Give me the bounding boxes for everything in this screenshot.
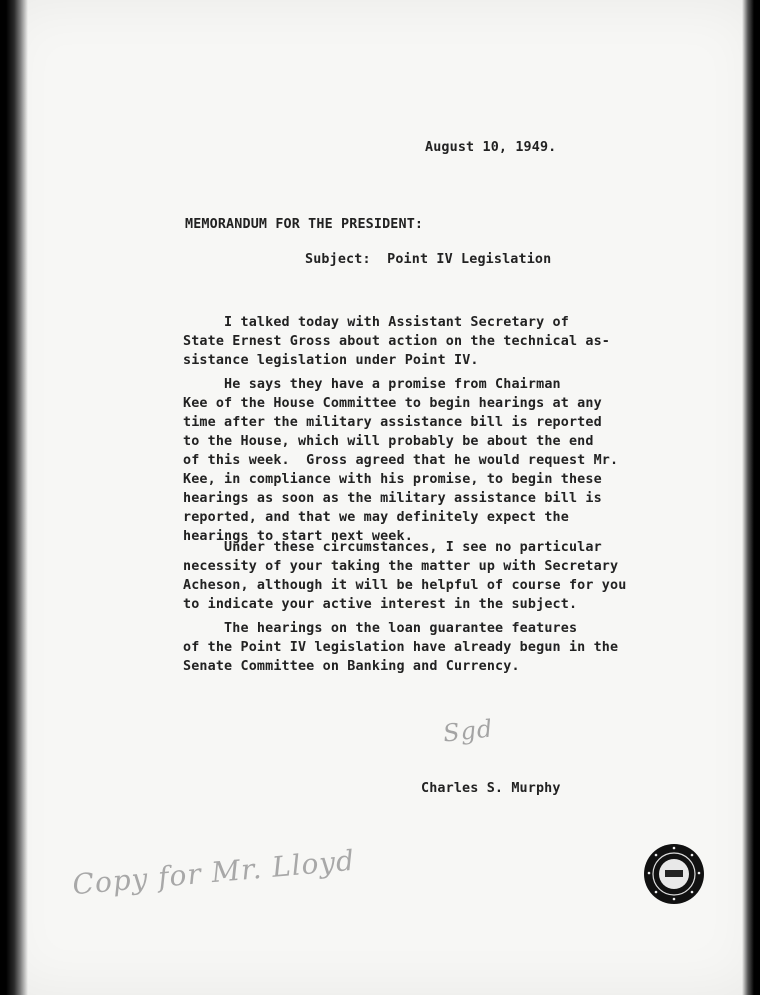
text-line: Kee of the House Committee to begin hearings at any bbox=[183, 396, 602, 411]
paragraph-2 bbox=[183, 375, 618, 546]
text-line: State Ernest Gross about action on the technical as- bbox=[183, 334, 611, 349]
memo-heading: MEMORANDUM FOR THE PRESIDENT: bbox=[185, 217, 424, 232]
paragraph-1 bbox=[183, 313, 610, 370]
text-line: reported, and that we may definitely expect the bbox=[183, 510, 569, 525]
memo-subject: Subject: Point IV Legislation bbox=[305, 252, 552, 267]
text-line: of the Point IV legislation have already begun in the bbox=[183, 640, 619, 655]
paragraph-4 bbox=[183, 619, 618, 676]
text-line: hearings as soon as the military assistance bill is bbox=[183, 491, 602, 506]
text-line: to indicate your active interest in the subject. bbox=[183, 597, 578, 612]
text-line: of this week. Gross agreed that he would request Mr. bbox=[183, 453, 619, 468]
text-line: Senate Committee on Banking and Currency. bbox=[183, 659, 520, 674]
text-line: hearings to start next week. bbox=[183, 529, 413, 544]
handwritten-sgd: Sgd bbox=[441, 714, 495, 748]
text-line: The hearings on the loan guarantee features bbox=[183, 621, 578, 636]
scan-edge-left bbox=[0, 0, 28, 995]
text-line: to the House, which will probably be about the end bbox=[183, 434, 594, 449]
text-line: Kee, in compliance with his promise, to begin these bbox=[183, 472, 602, 487]
text-line: He says they have a promise from Chairman bbox=[183, 377, 561, 392]
paragraph-3 bbox=[183, 538, 626, 614]
scan-edge-right bbox=[742, 0, 760, 995]
text-line: time after the military assistance bill is reported bbox=[183, 415, 602, 430]
signer-name: Charles S. Murphy bbox=[421, 781, 561, 796]
text-line: Under these circumstances, I see no particular bbox=[183, 540, 602, 555]
text-line: I talked today with Assistant Secretary of bbox=[183, 315, 569, 330]
text-line: necessity of your taking the matter up with Secretary bbox=[183, 559, 619, 574]
memo-date: August 10, 1949. bbox=[425, 140, 557, 155]
text-line: Acheson, although it will be helpful of course for you bbox=[183, 578, 627, 593]
text-line: sistance legislation under Point IV. bbox=[183, 353, 479, 368]
handwritten-copy-note: Copy for Mr. Lloyd bbox=[71, 843, 357, 902]
archive-seal-stamp bbox=[643, 843, 705, 905]
